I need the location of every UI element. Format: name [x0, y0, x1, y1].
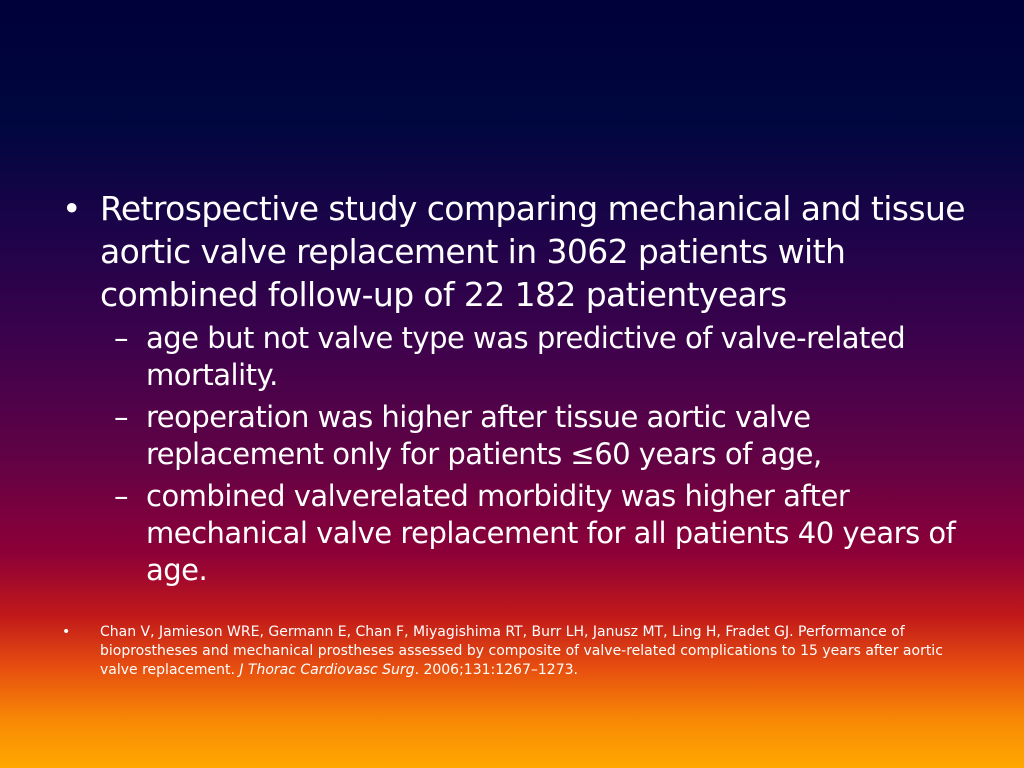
- reference-citation: [62, 623, 967, 680]
- main-bullet: [62, 187, 972, 316]
- sub-bullet-text: age but not valve type was predictive of valve-related mortality.: [146, 321, 906, 392]
- dash-marker: –: [114, 321, 128, 355]
- reference-year-pages: . 2006;131:1267–1273.: [414, 662, 578, 678]
- journal-name: J Thorac Cardiovasc Surg: [239, 662, 415, 678]
- main-bullet-text: Retrospective study comparing mechanical and tissue aortic valve replacement in 3062 patients with combined follow-up of 22 182 patientyears: [100, 189, 966, 314]
- dash-marker: –: [114, 479, 128, 513]
- bullet-marker: •: [62, 624, 71, 640]
- reference-authors-title: Chan V, Jamieson WRE, Germann E, Chan F, Miyagishima RT, Burr LH, Janusz MT, Ling H, Fradet GJ. Performance of bioprostheses and mechanical prostheses assessed by composite of valve-related complications to 15 years after aortic valve replacement.: [100, 624, 943, 678]
- reference-text: [100, 623, 967, 680]
- sub-bullet-text: reoperation was higher after tissue aortic valve replacement only for patients ≤60 years of age,: [146, 400, 822, 471]
- bullet-marker: •: [62, 189, 81, 228]
- sub-bullet: [114, 320, 972, 394]
- sub-bullet: [114, 399, 972, 473]
- dash-marker: –: [114, 400, 128, 434]
- slide-content: [62, 187, 972, 594]
- sub-bullet-text: combined valverelated morbidity was higher after mechanical valve replacement for all patients 40 years of age.: [146, 479, 956, 587]
- sub-bullet-list: [114, 320, 972, 589]
- sub-bullet: [114, 478, 972, 589]
